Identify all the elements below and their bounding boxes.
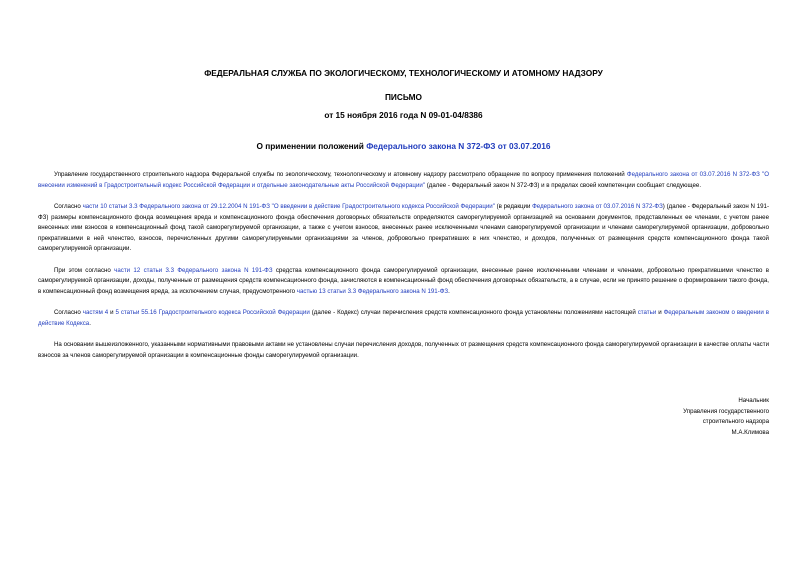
paragraph-text: и: [108, 309, 116, 316]
agency-name: ФЕДЕРАЛЬНАЯ СЛУЖБА ПО ЭКОЛОГИЧЕСКОМУ, ТЕХНОЛОГИЧЕСКОМУ И АТОМНОМУ НАДЗОРУ: [204, 68, 603, 78]
legal-reference-link[interactable]: части 10 статьи 3.3 Федерального закона от 29.12.2004 N 191-ФЗ "О введении в действие Градостроительного кодекса Российской Федерации": [82, 203, 495, 210]
document-body: [38, 170, 769, 372]
signature-block: [558, 396, 769, 438]
legal-reference-link[interactable]: Федерального закона от 03.07.2016 N 372-ФЗ: [532, 203, 663, 210]
paragraph-text: Согласно: [54, 203, 83, 210]
paragraph-text: Согласно: [54, 309, 83, 316]
legal-reference-link[interactable]: части 12 статьи 3.3 Федерального закона N 191-ФЗ: [114, 266, 273, 274]
legal-reference-link[interactable]: частью 13 статьи 3.3 Федерального закона N 191-ФЗ: [296, 287, 449, 295]
legal-reference-link[interactable]: Федеральным законом о введении в действие Кодекса: [38, 309, 769, 327]
paragraph-2: [38, 202, 769, 255]
paragraph-3: [38, 266, 769, 298]
paragraph-text: средства компенсационного фонда саморегулируемой организации, внесенные ранее исключенными членами и членами, добровольно прекратившими членство в саморегулируемой организации, доходы, полученные от размещения средств компенсационного фонда, зачисляются в компенсационный фонд обеспечения договорных обязательств, а в случае, если не принято решение о формировании такого фонда, в компенсационный фонд возмещения вреда, за исключением случая, предусмотренного: [38, 266, 769, 295]
paragraph-4: [38, 308, 769, 329]
legal-reference-link[interactable]: частям 4: [82, 309, 109, 316]
signature-position: Начальник: [738, 397, 769, 404]
paragraph-text: Управление государственного строительного надзора Федеральной службы по экологическому, технологическому и атомному надзору рассмотрело обращение по вопросу применения положений: [54, 171, 627, 178]
signature-department: Управления государственного: [683, 407, 769, 415]
paragraph-5: [38, 340, 769, 361]
paragraph-text: (в редакции: [494, 203, 533, 210]
paragraph-text: (далее - Кодекс) случаи перечисления средств компенсационного фонда установлены положениями настоящей: [309, 309, 638, 316]
legal-reference-link[interactable]: 5 статьи 55.16 Градостроительного кодекса Российской Федерации: [115, 309, 310, 316]
paragraph-text: На основании вышеизложенного, указанными нормативными правовыми актами не установлены случаи перечисления доходов, полученных от размещения средств компенсационного фонда саморегулируемой организации в качестве оплаты части взносов за членов саморегулируемой организации в компенсационные фонды саморегулируемой организации.: [38, 341, 769, 359]
legal-reference-link[interactable]: Федерального закона от 03.07.2016 N 372-ФЗ "О внесении изменений в Градостроительный кодекс Российской Федерации и отдельные законодательные акты Российской Федерации": [38, 171, 769, 189]
signature-name: М.А.Климова: [731, 428, 769, 436]
document-date-number: от 15 ноября 2016 года N 09-01-04/8386: [324, 110, 483, 120]
document-type: ПИСЬМО: [384, 92, 423, 102]
paragraph-text: и: [656, 309, 664, 316]
paragraph-1: [38, 170, 769, 191]
paragraph-text: (далее - Федеральный закон N 372-ФЗ) и в пределах своей компетенции сообщает следующее.: [424, 181, 702, 189]
paragraph-text: ) (далее - Федеральный закон N 191-ФЗ) размеры компенсационного фонда возмещения вреда и компенсационного фонда обеспечения договорных обязательств определяются саморегулируемой организацией на основании документов, представленных ее членами, с учетом ранее внесенных ими взносов в компенсационный фонд такой саморегулируемой организации, а также с учетом взносов, внесенных ранее исключенными членами саморегулируемой организации и членами саморегулируемой организации, добровольно прекратившими в ней членство, взносов, перечисленных другими саморегулируемыми организациями за членов, добровольно прекративших в них членство, и доходов, полученных от размещения средств компенсационного фонда такой саморегулируемой организации.: [38, 203, 769, 252]
document-title: [38, 141, 769, 152]
document-title-prefix: О применении положений: [256, 141, 367, 151]
document-page: [38, 0, 769, 571]
paragraph-text: При этом согласно: [54, 266, 115, 274]
paragraph-text: .: [89, 319, 91, 327]
paragraph-text: .: [448, 287, 450, 295]
signature-department-cont: строительного надзора: [702, 418, 769, 425]
legal-reference-link[interactable]: статьи: [637, 309, 657, 316]
law-372-fz-title-link[interactable]: Федерального закона N 372-ФЗ от 03.07.2016: [366, 141, 551, 151]
